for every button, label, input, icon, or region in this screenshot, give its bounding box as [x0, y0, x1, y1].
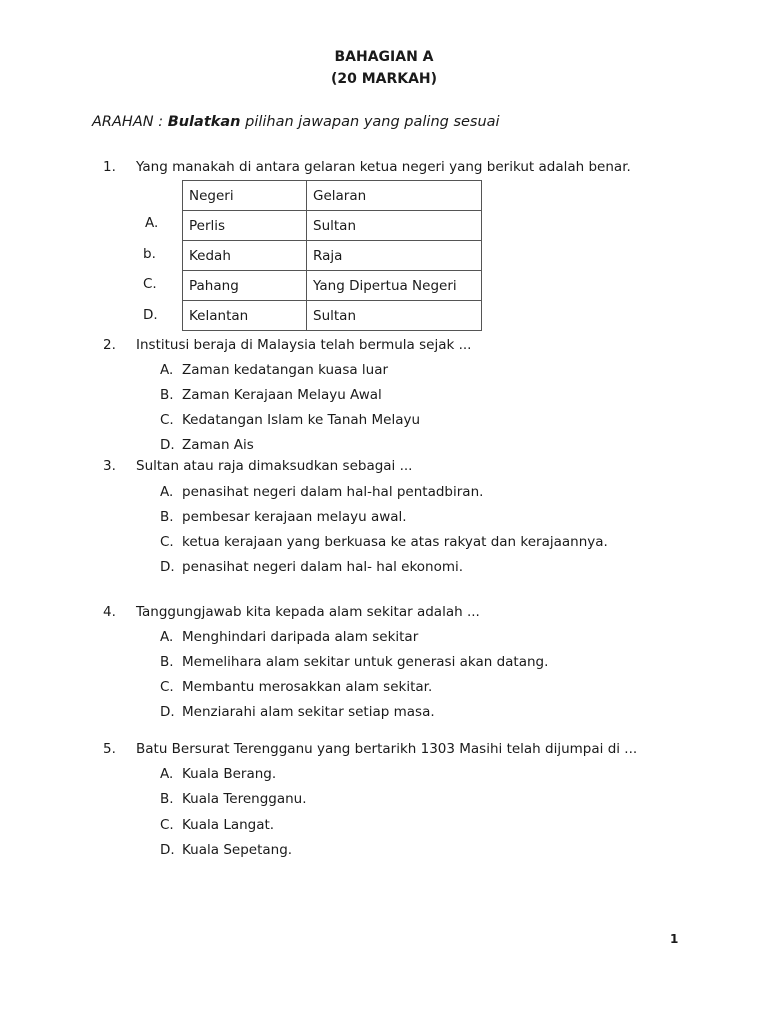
gelaran-table	[182, 180, 482, 331]
option-label[interactable]: C.	[160, 412, 174, 428]
question-number: 4.	[103, 604, 116, 620]
option-label[interactable]: A.	[160, 629, 174, 645]
option-text[interactable]: Memelihara alam sekitar untuk generasi akan datang.	[182, 654, 549, 670]
table-row-label[interactable]: C.	[143, 276, 157, 292]
option-label[interactable]: D.	[160, 437, 175, 453]
question-number: 3.	[103, 458, 116, 474]
option-text[interactable]: Zaman kedatangan kuasa luar	[182, 362, 389, 378]
table-row	[183, 211, 482, 241]
section-marks: (20 MARKAH)	[330, 71, 438, 87]
question-number: 2.	[103, 337, 116, 353]
option-label[interactable]: B.	[160, 387, 174, 403]
table-cell: Sultan	[307, 211, 482, 241]
question-text: Tanggungjawab kita kepada alam sekitar adalah ...	[136, 604, 480, 620]
option-text[interactable]: Kuala Langat.	[182, 817, 275, 833]
question-number: 1.	[103, 159, 116, 175]
section-title: BAHAGIAN A	[334, 49, 434, 65]
option-text[interactable]: penasihat negeri dalam hal- hal ekonomi.	[182, 559, 464, 575]
table-cell: Kedah	[183, 241, 307, 271]
option-label[interactable]: A.	[160, 766, 174, 782]
option-label[interactable]: C.	[160, 679, 174, 695]
instruction-label: ARAHAN :	[92, 114, 164, 130]
instruction	[92, 114, 500, 130]
option-label[interactable]: B.	[160, 654, 174, 670]
option-text[interactable]: Menghindari daripada alam sekitar	[182, 629, 419, 645]
question-text: Institusi beraja di Malaysia telah bermula sejak ...	[136, 337, 472, 353]
option-text[interactable]: Kedatangan Islam ke Tanah Melayu	[182, 412, 421, 428]
question-text: Yang manakah di antara gelaran ketua negeri yang berikut adalah benar.	[136, 159, 631, 175]
option-text[interactable]: Kuala Berang.	[182, 766, 277, 782]
question-number: 5.	[103, 741, 116, 757]
table-row-label[interactable]: b.	[143, 246, 156, 262]
option-label[interactable]: B.	[160, 791, 174, 807]
table-cell: Sultan	[307, 301, 482, 331]
option-label[interactable]: D.	[160, 559, 175, 575]
table-cell: Raja	[307, 241, 482, 271]
option-label[interactable]: C.	[160, 534, 174, 550]
option-label[interactable]: D.	[160, 842, 175, 858]
option-text[interactable]: penasihat negeri dalam hal-hal pentadbiran.	[182, 484, 484, 500]
option-label[interactable]: A.	[160, 484, 174, 500]
option-label[interactable]: D.	[160, 704, 175, 720]
table-cell: Perlis	[183, 211, 307, 241]
option-text[interactable]: Kuala Terengganu.	[182, 791, 307, 807]
question-text: Batu Bersurat Terengganu yang bertarikh 1303 Masihi telah dijumpai di ...	[136, 741, 638, 757]
table-cell: Kelantan	[183, 301, 307, 331]
option-text[interactable]: Membantu merosakkan alam sekitar.	[182, 679, 433, 695]
option-text[interactable]: Zaman Ais	[182, 437, 254, 453]
option-text[interactable]: Menziarahi alam sekitar setiap masa.	[182, 704, 435, 720]
page-number: 1	[670, 932, 679, 946]
option-label[interactable]: A.	[160, 362, 174, 378]
option-text[interactable]: Zaman Kerajaan Melayu Awal	[182, 387, 382, 403]
question-text: Sultan atau raja dimaksudkan sebagai ...	[136, 458, 413, 474]
table-row-label[interactable]: D.	[143, 307, 158, 323]
option-text[interactable]: ketua kerajaan yang berkuasa ke atas rakyat dan kerajaannya.	[182, 534, 608, 550]
instruction-emphasis: Bulatkan	[167, 114, 241, 130]
table-cell: Yang Dipertua Negeri	[307, 271, 482, 301]
option-label[interactable]: C.	[160, 817, 174, 833]
table-row	[183, 301, 482, 331]
table-row	[183, 271, 482, 301]
option-text[interactable]: Kuala Sepetang.	[182, 842, 293, 858]
table-row	[183, 241, 482, 271]
table-header-cell: Negeri	[183, 181, 307, 211]
option-text[interactable]: pembesar kerajaan melayu awal.	[182, 509, 407, 525]
table-row-label[interactable]: A.	[145, 215, 159, 231]
table-header-row	[183, 181, 482, 211]
option-label[interactable]: B.	[160, 509, 174, 525]
instruction-text: pilihan jawapan yang paling sesuai	[245, 114, 500, 130]
table-header-cell: Gelaran	[307, 181, 482, 211]
table-cell: Pahang	[183, 271, 307, 301]
